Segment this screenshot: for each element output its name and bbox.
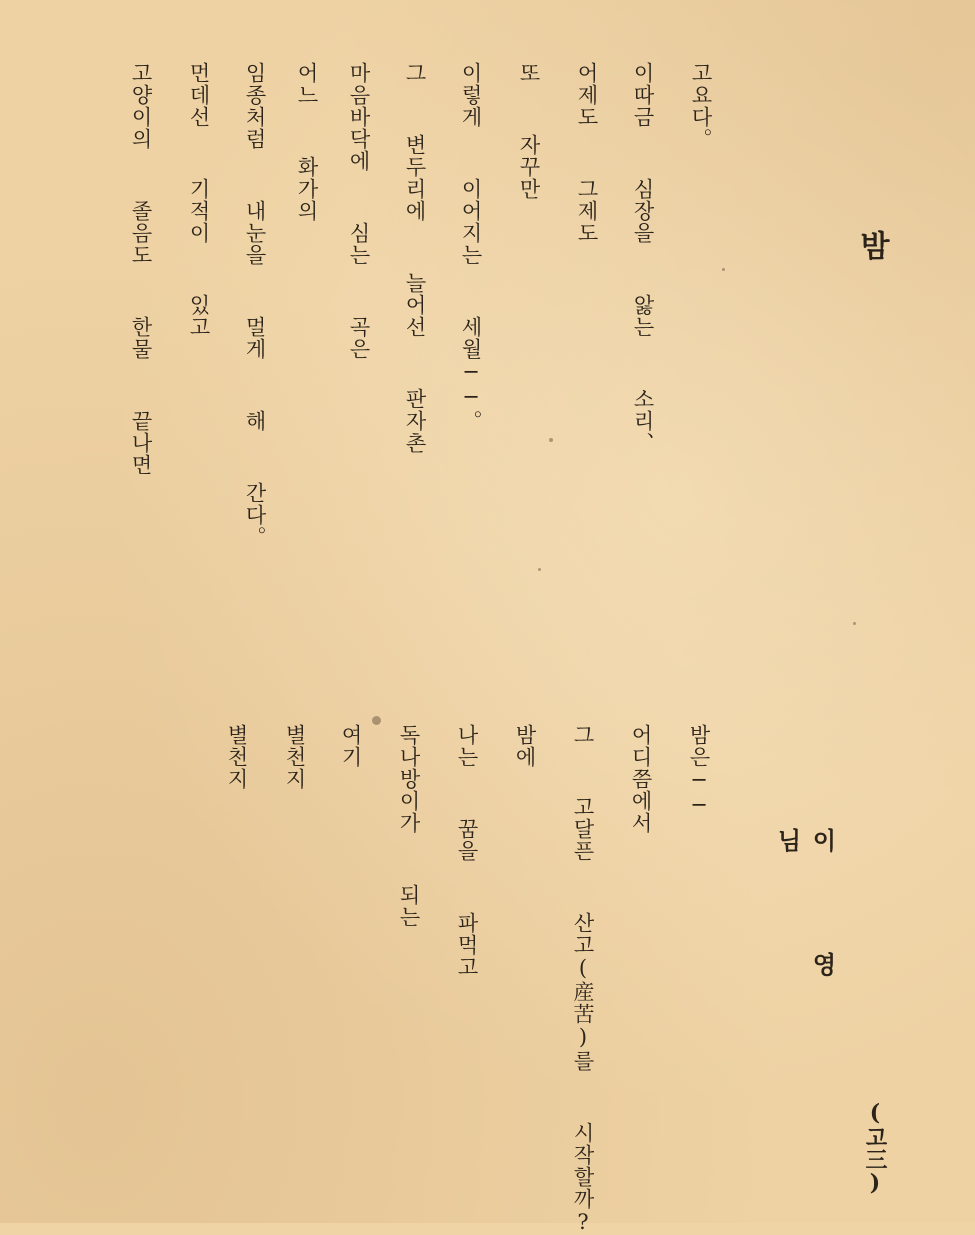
poem-line: 어제도 그제도 (575, 62, 599, 244)
paper-speck (722, 268, 725, 271)
poem-line: 독나방이가 되는 (397, 724, 421, 928)
paper-speck (549, 438, 553, 442)
paper-speck (853, 622, 856, 625)
poem-line: 이따금 심장을 앓는 소리、 (631, 62, 655, 454)
author-grade: (고三) (862, 1100, 888, 1196)
poem-line: 나는 꿈을 파먹고 (455, 724, 479, 978)
poem-line: 또 자꾸만 (517, 62, 541, 200)
paper-speck (372, 716, 381, 725)
poem-line: 먼데선 기적이 있고 (187, 62, 211, 338)
poem-line: 임종처럼 내눈을 멀게 해 간다。 (243, 62, 267, 548)
poem-line: 그 변두리에 늘어선 판자촌 (403, 62, 427, 454)
poem-line: 밤에 (513, 724, 537, 768)
poem-line: 별천지 (283, 724, 307, 790)
poem-line: 어느 화가의 (295, 62, 319, 222)
poem-line: 고양이의 졸음도 한물 끝나면 (129, 62, 153, 476)
poem-line: 여기 (339, 724, 363, 768)
paper-speck (538, 568, 541, 571)
poem-line: 이렇게 이어지는 세월──。 (459, 62, 483, 432)
author-name: 이영님 (773, 828, 836, 1076)
poem-line: 마음바닥에 심는 곡은 (347, 62, 371, 360)
poem-line: 고요다。 (689, 62, 713, 150)
poem-line: 밤은── (687, 724, 711, 818)
poem-line: 그 고달픈 산고(産苦)를 시작할까? (571, 724, 595, 1235)
poem-line: 별천지 (225, 724, 249, 790)
poem-title: 밤 (854, 230, 889, 260)
poem-line: 어디쯤에서 (629, 724, 653, 834)
